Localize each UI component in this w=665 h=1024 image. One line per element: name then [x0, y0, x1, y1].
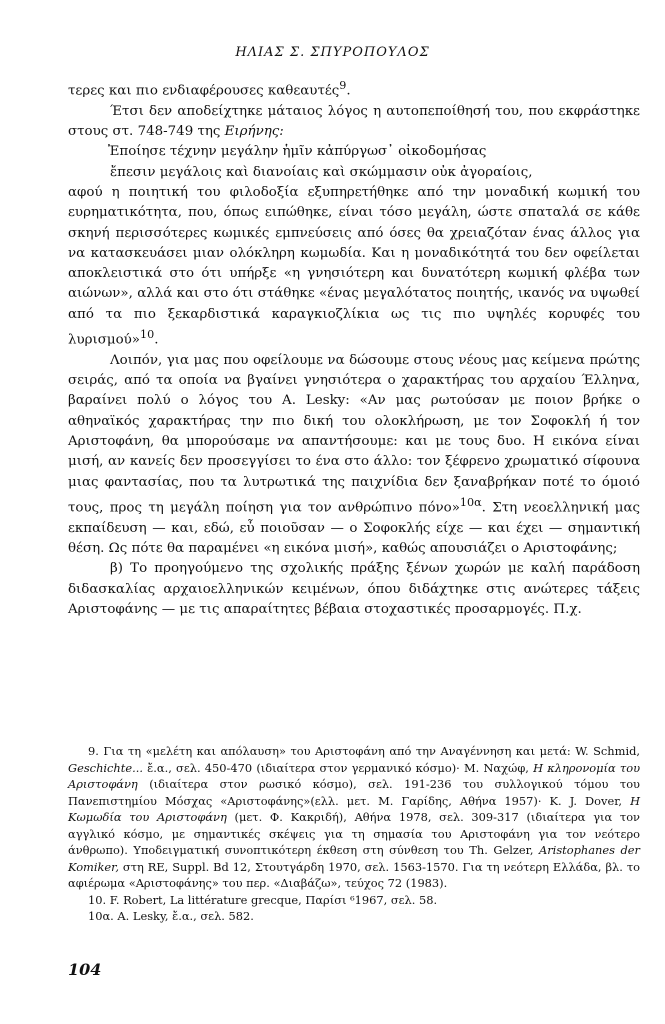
paragraph-4-text: Λοιπόν, για μας που οφείλουμε να δώσουμε στους νέους μας κείμενα πρώτης σειράς, από τα οποία να βγαίνει γνησιότερα ο χαρακτήρας του αρχαίου Έλληνα, βαραίνει πολύ ο λόγος του A. Lesky: «Αν μας ρωτούσαν με ποιον βρήκε ο αθηναϊκός χαρακτήρας την πιο δική του ολοκλήρωση, με τον Σοφοκλή ή τον Αριστοφάνη, θα μπορούσαμε να απαντήσουμε: και με τους δυο. Η εικόνα είναι μισή, αν κανείς δεν προσεγγίσει το ένα στο άλλο: τον ξέφρενο χρωματικό σίφουνα μιας φαντασίας, που τα λυτρωτικά της παιχνίδια δεν ξαναβρήκαν ποτέ το όμοιό τους, προς τη μεγάλη ποίηση για τον ανθρώπινο πόνο» [68, 352, 640, 516]
paragraph-1-text: τερες και πιο ενδιαφέρουσες καθεαυτές [68, 83, 340, 99]
footnote-9 [68, 743, 640, 892]
work-title-eirene: Ειρήνης: [224, 124, 284, 140]
footnote-9-title: Η κληρονομία του Αριστοφάνη [68, 760, 640, 791]
footnote-9-title: Η Κωμωδία του Αριστοφάνη [68, 793, 640, 824]
quote-line-2: ἔπεσιν μεγάλοις καὶ διανοίαις καὶ σκώμμασιν οὐκ ἀγοραίοις, [110, 164, 533, 180]
footnote-10: 10. F. Robert, La littérature grecque, Παρίσι ⁶1967, σελ. 58. [88, 892, 438, 907]
footnote-9-title: Geschichte... [68, 760, 143, 775]
running-head: ΗΛΙΑΣ Σ. ΣΠΥΡΟΠΟΥΛΟΣ [235, 45, 430, 60]
main-text [68, 76, 640, 620]
paragraph-4 [68, 351, 640, 559]
paragraph-4-end: . Στη νεοελληνική μας εκπαίδευση — και, εδώ, εὖ ποιοῦσαν — ο Σοφοκλής είχε — και έχει — σημαντική θέση. Ως πότε θα παραμένει «η εικόνα μισή», καθώς απουσιάζει ο Αριστοφάνης; [68, 500, 640, 556]
footnote-ref-10: 10 [140, 328, 155, 342]
paragraph-2-lead: Έτσι δεν αποδείχτηκε μάταιος λόγος η αυτοπεποίθησή του, που εκφράστηκε στους στ. 748-749 της [68, 103, 640, 140]
footnote-9-title: Aristophanes der Komiker, [68, 843, 640, 874]
footnote-9-part: ἔ.α., σελ. 450-470 (ιδιαίτερα στον γερμανικό κόσμο)· Μ. Ναχώφ, [142, 760, 534, 775]
footnote-9-part: 9. Για τη «μελέτη και απόλαυση» του Αριστοφάνη από την Αναγέννηση και μετά: W. Schmid, [88, 744, 640, 758]
footnotes [68, 743, 640, 925]
paragraph-3 [68, 183, 640, 351]
footnote-ref-9: 9 [339, 79, 347, 92]
footnote-9-part: (ιδιαίτερα στον ρωσικό κόσμο), σελ. 191-236 του συλλογικού τόμου του Πανεπιστημίου Μόσχας «Αριστοφάνης»(ελλ. μετ. Μ. Γαρίδης, Αθήνα 1957)· K. J. Dover, [68, 777, 640, 808]
paragraph-3-text: αφού η ποιητική του φιλοδοξία εξυπηρετήθηκε από την μοναδική κωμική του ευρηματικότητα, που, όπως ειπώθηκε, είναι τόσο μεγάλη, ώστε σπαταλά σε κάθε σκηνή περισσότερες κωμικές εμπνεύσεις από όσες θα χρειαζόταν ένας άλλος για να κατασκευάσει μιαν ολόκληρη κωμωδία. Και η μοναδικότητά του δεν οφείλεται αποκλειστικά στο ότι υπήρξε «η γνησιότερη και δυνατότερη κωμική φλέβα των αιώνων», αλλά και στο ότι στάθηκε «ένας μεγαλότατος ποιητής, ικανός να υψωθεί από τα πιο ξεκαρδιστικά καραγκιοζλίκια ως τις πιο υψηλές κορυφές του λυρισμού» [68, 184, 640, 348]
page-number: 104 [68, 960, 102, 979]
paragraph-5: β) Το προηγούμενο της σχολικής πράξης ξένων χωρών με καλή παράδοση διδασκαλίας αρχαιοελληνικών κειμένων, όπου διδάχτηκε στις ανώτερες τάξεις Αριστοφάνης — με τις απαραίτητες βέβαια στοχαστικές προσαρμογές. Π.χ. [68, 561, 640, 617]
footnote-10a: 10α. A. Lesky, ἔ.α., σελ. 582. [88, 909, 254, 923]
paragraph-1-end: . [346, 83, 351, 99]
footnote-9-part: (μετ. Φ. Κακριδή), Αθήνα 1978, σελ. 309-317 (ιδιαίτερα για τον αγγλικό κόσμο, με σημαντικές σκέψεις για τη σημασία του Αριστοφάνη για τον νεότερο άνθρωπο). Υποδειγματική συνοπτικότερη έκθεση στη σύνθεση του Th. Gelzer, [68, 810, 640, 857]
paragraph-3-end: . [154, 332, 159, 348]
paragraph-1 [68, 76, 640, 102]
footnote-ref-10a: 10α [459, 495, 482, 509]
footnote-9-part: στη RE, Suppl. Bd 12, Στουτγάρδη 1970, σελ. 1563-1570. Για τη νεότερη Ελλάδα, βλ. το αφιέρωμα «Αριστοφάνης» του περ. «Διαβάζω», τεύχος 72 (1983). [68, 859, 640, 890]
paragraph-2 [68, 102, 640, 143]
quote-line-1: Ἐποίησε τέχνην μεγάλην ἡμῖν κἀπύργωσ᾿ οἰκοδομήσας [108, 144, 487, 160]
